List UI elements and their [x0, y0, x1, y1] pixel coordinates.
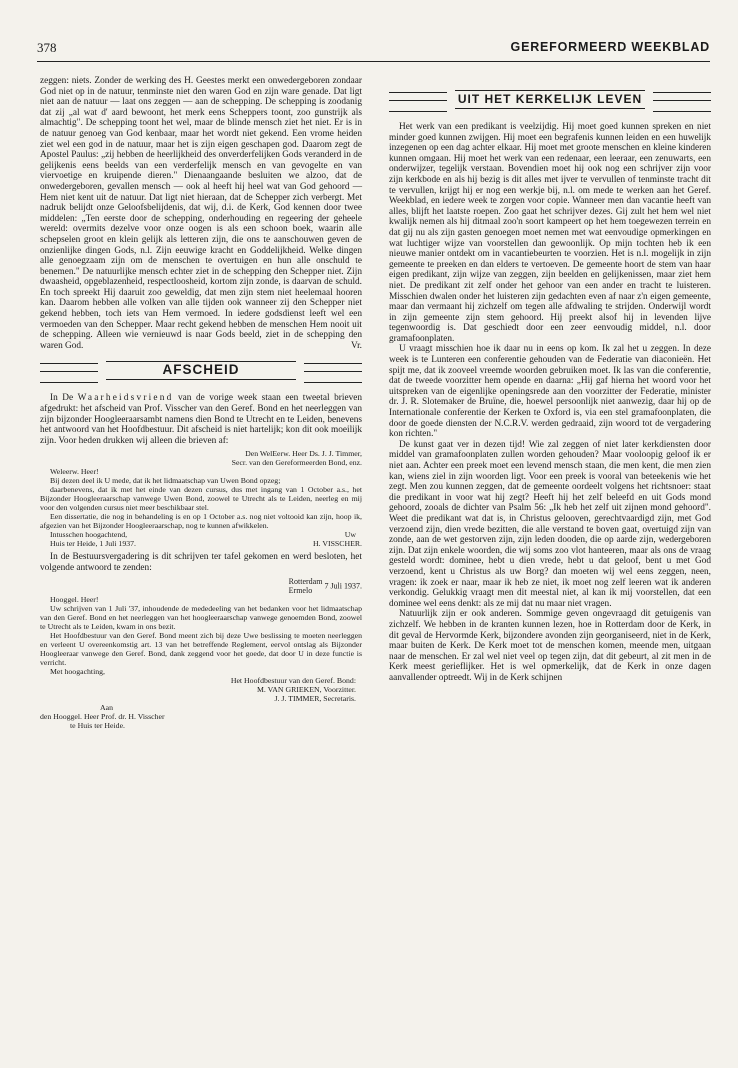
letter-body: Met hoogachting,	[50, 666, 106, 676]
banner-rule-left	[40, 363, 98, 383]
article-text	[40, 76, 362, 351]
section-title: AFSCHEID	[106, 361, 296, 380]
letter-date-block	[40, 577, 362, 595]
section-title: UIT HET KERKELIJK LEVEN	[455, 90, 645, 109]
letter-body: Intusschen hoogachtend,	[50, 530, 128, 540]
letter-recipient: te Huis ter Heide.	[70, 720, 125, 730]
letter-recipient: den Hooggel. Heer Prof. dr. H. Visscher	[40, 711, 165, 721]
running-title: GEREFORMEERD WEEKBLAD	[510, 40, 710, 54]
paragraph: In de Bestuursvergadering is dit schrijven ter tafel gekomen en werd besloten, het volgende antwoord te zenden:	[40, 552, 362, 573]
letter-body: Bij dezen deel ik U mede, dat ik het lidmaatschap van Uwen Bond opzeg;	[50, 476, 281, 486]
section-banner-afscheid	[40, 357, 362, 387]
letter-bestuur	[40, 577, 362, 730]
letter-signer: H. VISSCHER.	[312, 539, 362, 549]
letter-salutation: Weleerw. Heer!	[50, 467, 99, 477]
banner-rule-right	[653, 92, 711, 112]
header-rule	[37, 61, 710, 62]
right-column	[389, 86, 711, 683]
letter-address: Secr. van den Gereformeerden Bond, enz.	[231, 458, 362, 468]
paragraph: zeggen: niets. Zonder de werking des H. Geestes merkt een onwedergeboren zondaar God niet op in de natuur, tenminste niet den waren God en zijn ware genade. Dat ligt niet aan de natuur — laat ons zeggen — aan de schepping. De schepping is zoodanig dat zij „al wat d' aard bewoont, het merk eens Scheppers toont, zoo gunstrijk als almachtig". De schepping toont het wel, maar de blinde mensch ziet het niet. Er is in de natuur genoeg van God kenbaar, maar het wordt niet gekend. Een vrome heiden ziet wel een god in de natuur, maar het is zijn eigen geschapen god. Daarom zegt de Apostel Paulus: „zij hebben de heerlijkheid des onverderfelijken Gods veranderd in de gelijkenis eens beelds van een verderfelijk mensch en van gevogelte en van viervoetige en kruipende dieren." Dienaangaande besluiten we alzoo, dat de onwedergeboren, gevallen mensch — ook al heeft hij heel wat van God gehoord — Hem niet kent uit de natuur. Dat ligt niet hieraan, dat de Schepper zich verbergt. Met nadruk belijdt onze Geloofsbelijdenis, dat wij, d.i. de Kerk, God kennen door twee middelen: „Ten eerste door de schepping, onderhouding en regeering der geheele wereld: overmits dezelve voor onze oogen is als een schoon boek, waarin alle schepselen groot en klein gelijk als letteren zijn, die ons te aanschouwen geven de onzienlijke dingen Gods, n.l. Zijn eeuwige kracht en Goddelijkheid. Welke dingen alle genoegzaam zijn om de menschen te overtuigen en hun alle onschuld te benemen." De natuurlijke mensch echter ziet in de schepping den Schepper niet. Zijn dwaasheid, opgeblazenheid, respectloosheid, kortom zijn zonde, is daarvan de schuld. En toch spreekt Hij daaruit zoo geweldig, dat men zijn stem niet heelemaal hooren kan. Daarom hebben alle volken van alle tijden ook wanneer zij den Schepper niet gekend hebben, toch iets van Hem vermoed. In iedere godsdienst leeft wel een vermoeden van den Schepper. Maar recht gekend hebben de menschen Hem nooit uit de schepping. Alleen wie vernieuwd is naar Gods beeld, ziet in de schepping den waren God.	[40, 76, 362, 351]
letter-closing-row	[40, 530, 362, 539]
letter-salutation: Hooggel. Heer!	[50, 594, 99, 604]
text-run: van de vorige week staan een tweetal brieven afgedrukt: het afscheid van Prof. Visscher van den Geref. Bond en het neerleggen van zijn bijzonder Hoogleeraarsambt namens dien Bond te Utrecht en te Leiden, benevens het antwoord van het Hoofdbestuur. Dit afscheid is niet hartelijk; kon dit ook moeilijk zijn. Voor heden drukken wij alleen die brieven af:	[40, 393, 363, 446]
letter-body: daarbenevens, dat ik met het einde van dezen cursus, dus met ingang van 1 October a.s., het Bijzonder Hoogleeraarschap vanwege Uwen Bond, zoowel te Utrecht als te Leiden, neerleg en mij voor den volgenden cursus niet meer beschikbaar stel.	[40, 485, 362, 513]
left-column	[40, 76, 362, 734]
page-number: 378	[37, 40, 57, 55]
paragraph: U vraagt misschien hoe ik daar nu in eens op kom. Ik zal het u zeggen. In deze week is te Lunteren een conferentie gehouden van de Federatie van diaconieën. Het spijt me, dat ik zooveel vreemde woorden gebruiken moet. Ik las van die conferentie, dat de tweede voorzitter hem opende en daarna: „Hij gaf hierna het woord voor het uitspreken van de eigenlijke openingsrede aan den voorzitter der Federatie, minister dr. J. R. Slotemaker de Bruïne, die, hoewel persoonlijk niet aanwezig, daar hij op de Internationale conferentie der Kerken te Oxford is, via een stel gramafoonplaten, die door de goede diensten der N.C.R.V. werden gedraaid, zijn woord tot de vergadering kon richten."	[389, 344, 711, 440]
letter-body: Uw schrijven van 1 Juli '37, inhoudende de mededeeling van het bedanken voor het lidmaatschap van den Geref. Bond en het neerleggen van het hoogleeraarschap vanwege genoemden Bond, zoowel te Utrecht als te Leiden, kwam in ons bezit.	[40, 603, 362, 631]
letter-signer: J. J. TIMMER, Secretaris.	[274, 693, 356, 703]
letter-place-date: Huis ter Heide, 1 Juli 1937.	[50, 539, 136, 549]
letter-signer: Het Hoofdbestuur van den Geref. Bond:	[230, 675, 356, 685]
text-run: In De	[50, 393, 74, 404]
letter-place: Rotterdam	[288, 576, 323, 586]
letter-signatures	[40, 676, 362, 703]
letter-body: Een dissertatie, die nog in behandeling is en op 1 October a.s. nog niet voltooid kan zijn, hoop ik, afgezien van het Bijzonder Hoogleeraarschap, nog te kunnen afwikkelen.	[40, 512, 362, 531]
letter-recipient-label: Aan	[100, 702, 113, 712]
paragraph: De kunst gaat ver in dezen tijd! Wie zal zeggen of niet later kerkdiensten door middel van gramafoonplaten zullen worden gehouden? Maar vooloopig geloof ik er niet aan. Achter een preek moet een levend mensch staan, die men kent, die men zien kan, wiens ziel in zijn woorden ligt. Voor een preek is vooral van beteekenis wie het zegt. Men zou kunnen zeggen, dat de gemeente oordeelt volgens het richtsnoer: staat die predikant in voor wat hij zegt? Heeft hij het zelf beleefd en uit Gods mond gehoord, zooals de dichter van Psalm 56: „Ik heb het zelf uit zijnen mond gehoord". Weet die predikant wat dat is, in Christus gelooven, gerechtvaardigd zijn, met God verzoend zijn, dien vrede bezitten, die alle verstand te boven gaat, overtuigd zijn van zonde, aan de wet gestorven zijn, zijn leden dooden, die op aarde zijn, wedergeboren zijn. Dat zijn enkele woorden, die wij soms zoo vlot hanteeren, maar als ons de vraag gesteld wordt: dominee, hebt u dien vrede, hebt u dat geloof, bent u met God verzoend, kent u Christus als uw Borg? dan moeten wij wel eens zeggen, neen, vragen: ik zoek er naar, maar ik heb ze niet, ik moet nog zelf leeren wat ik anderen verkondig. Gelukkig vraagt men dit meestal niet, al kan ik mij voorstellen, dat een dominee wel eens denkt: als ze mij dat nu maar niet vragen.	[389, 439, 711, 609]
letter-visscher	[40, 449, 362, 548]
paragraph: Natuurlijk zijn er ook anderen. Sommige geven ongevraagd dit getuigenis van zichzelf. We hebben in de kranten kunnen lezen, hoe in Rotterdam door de Kerk, in dit geval de Hervormde Kerk, bijzondere avonden zijn georganiseerd, niet in de Kerk, maar buiten de Kerk. De Kerk moet tot de menschen komen, meende men, uitgaan naar de menschen. Er zal wel niet veel op tegen zijn, dat dit gebeurt, al zit men in de Kerk meest gerieflijker. Het is wel opmerkelijk, dat de Kerk in onze dagen aanvallender optreedt. Wij in de Kerk schijnen	[389, 609, 711, 683]
publication-name: Waarheidsvriend	[77, 393, 174, 404]
letter-signature-row	[40, 539, 362, 548]
paragraph	[40, 393, 362, 446]
letter-address: Den WelEerw. Heer Ds. J. J. Timmer,	[245, 449, 362, 459]
author-sign: Vr.	[350, 340, 362, 351]
letter-body: Het Hoofdbestuur van den Geref. Bond meent zich bij deze Uwe beslissing te moeten neerleggen en verleent U overeenkomstig art. 13 van het betreffende Reglement, eervol ontslag als Bijzonder Hoogleeraar vanwege den Geref. Bond, dank zeggend voor het goede, dat door U in deze functie is verricht.	[40, 630, 362, 667]
letter-date: 7 Juli 1937.	[324, 581, 362, 591]
banner-rule-left	[389, 92, 447, 112]
section-banner-kerkelijk-leven	[389, 86, 711, 116]
letter-closing: Uw	[344, 530, 356, 540]
paragraph: Het werk van een predikant is veelzijdig. Hij moet goed kunnen spreken en niet minder goed kunnen zwijgen. Hij moet een begrafenis kunnen leiden en een huwelijk inzegenen op een dag achter elkaar. Hij moet met groote menschen en kleine kinderen kunnen omgaan. Hij moet het werk van een redenaar, een leeraar, een zenuwarts, een onderwijzer, tegelijk verstaan. Bovendien moet hij ook nog een schrijver zijn voor zijn kerkbode en als hij bezig is dit alles met ijver te vervullen of tenminste tracht dit te vervullen, krijgt hij er nog een werkje bij, n.l. om mede te werken aan het Geref. Weekblad, en iedere week te zorgen voor copie. Wanneer men dan vacantie heeft van alles, blijft het laatste roepen. Zoo gaat het schrijver dezes. Gij zult het hem wel niet kwalijk nemen als hij ditmaal zoo'n soort kampeert op het hem toegewezen terrein en dat gij nu als zijn gasten genoegen moet nemen met wat eenvoudige opmerkingen en wat luchtiger wijze van voorstellen dan gewoonlijk. Op mijn tochten heb ik een nieuwe manier ontdekt om in vacantiebeurten te voorzien. Het is n.l. mogelijk in zijn gemeente te preeken en dan elders te vertoeven. De gemeente hoort de stem van haar eigen predikant, zijn wijze van zeggen, zijn beelden en gelijkenissen, maar ziet hem niet. De predikant zit zelf onder het gehoor van een ander en tracht te luisteren. Misschien dwalen onder het luisteren zijn gedachten even af naar z'n eigen gemeente, maar dan vermaant hij zichzelf om tegen alle afdwaling te strijden. Onderwijl wordt in zijn gemeente zijn stem gehoord. Hij preekt alsof hij in levenden lijve tegenwoordig is. Dat geschiedt door een zeer eenvoudig middel, n.l. door gramafoonplaten.	[389, 122, 711, 344]
letter-signer: M. VAN GRIEKEN, Voorzitter.	[256, 684, 356, 694]
banner-rule-right	[304, 363, 362, 383]
letter-place: Ermelo	[288, 585, 313, 595]
page-header	[37, 40, 710, 58]
